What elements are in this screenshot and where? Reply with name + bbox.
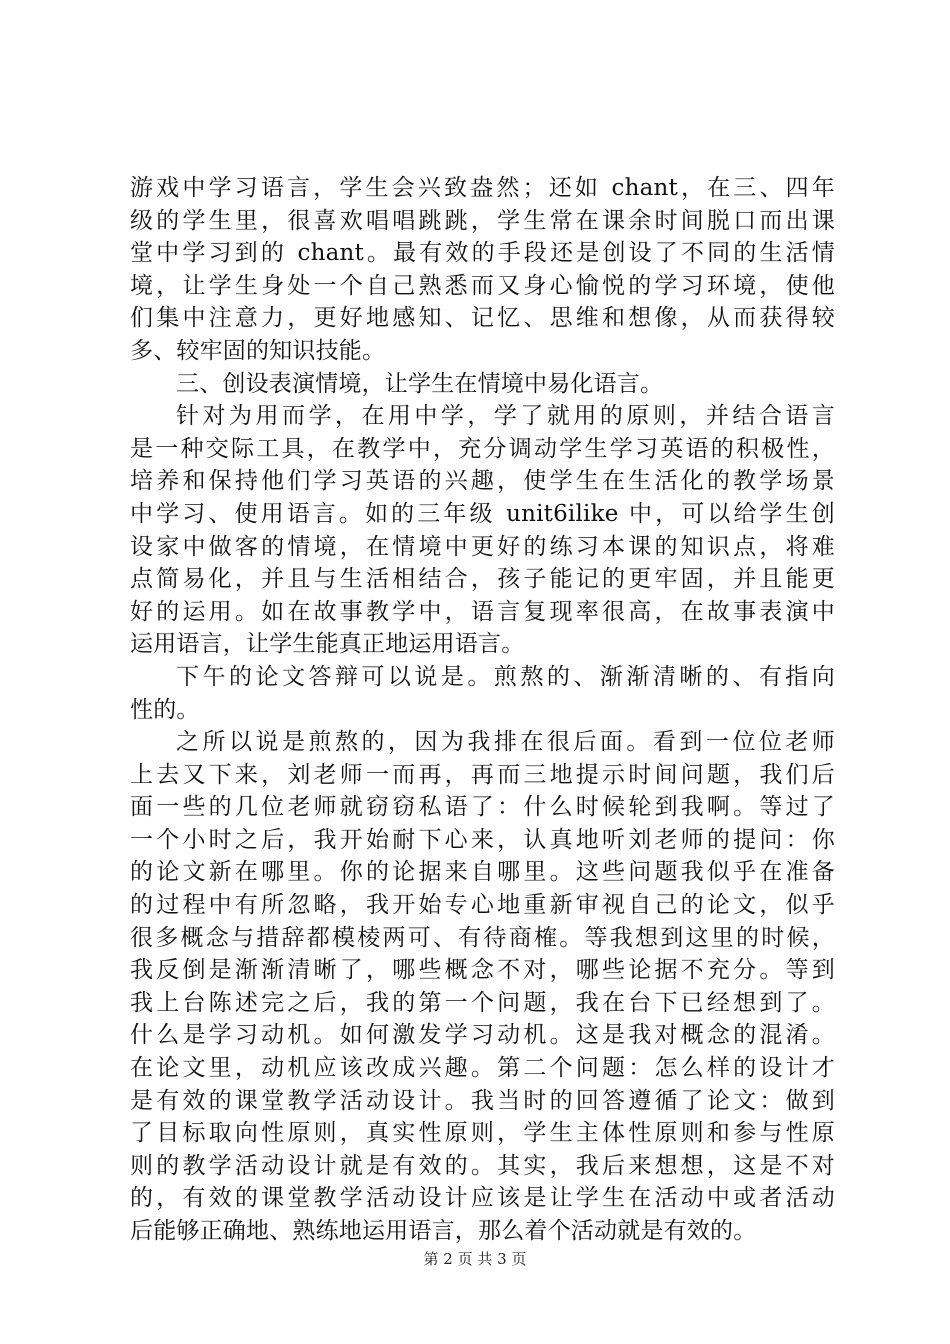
text-line: 则的教学活动设计就是有效的。其实，我后来想想，这是不对 (130, 1152, 835, 1179)
text-line: 好的运用。如在故事教学中，语言复现率很高，在故事表演中 (130, 598, 835, 625)
text-line: 是一种交际工具，在教学中，充分调动学生学习英语的积极性， (130, 435, 835, 462)
text-line: 了目标取向性原则，真实性原则，学生主体性原则和参与性原 (130, 1120, 835, 1147)
text-line: 面一些的几位老师就窃窃私语了：什么时候轮到我啊。等过了 (130, 794, 835, 821)
text-line: 我上台陈述完之后，我的第一个问题，我在台下已经想到了。 (130, 989, 835, 1016)
document-body (130, 172, 835, 1248)
text-line: 级的学生里，很喜欢唱唱跳跳，学生常在课余时间脱口而出课 (130, 207, 835, 234)
text-line: 下午的论文答辩可以说是。煎熬的、渐渐清晰的、有指向 (176, 663, 835, 690)
text-line: 很多概念与措辞都模棱两可、有待商榷。等我想到这里的时候， (130, 924, 835, 951)
text-line: 之所以说是煎熬的，因为我排在很后面。看到一位位老师 (176, 729, 835, 756)
text-line: 性的。 (130, 696, 200, 723)
text-line: 堂中学习到的 chant。最有效的手段还是创设了不同的生活情 (130, 240, 835, 267)
text-line: 一个小时之后，我开始耐下心来，认真地听刘老师的提问：你 (130, 826, 835, 853)
text-line: 培养和保持他们学习英语的兴趣，使学生在生活化的教学场景 (130, 468, 835, 495)
text-line: 在论文里，动机应该改成兴趣。第二个问题：怎么样的设计才 (130, 1055, 835, 1082)
text-line: 是有效的课堂教学活动设计。我当时的回答遵循了论文：做到 (130, 1087, 835, 1114)
text-line: 设家中做客的情境，在情境中更好的练习本课的知识点，将难 (130, 533, 835, 560)
text-line: 针对为用而学，在用中学，学了就用的原则，并结合语言 (176, 403, 835, 430)
text-line: 的，有效的课堂教学活动设计应该是让学生在活动中或者活动 (130, 1185, 835, 1212)
page-footer: 第 2 页 共 3 页 (423, 1250, 527, 1268)
text-line: 什么是学习动机。如何激发学习动机。这是我对概念的混淆。 (130, 1022, 835, 1049)
text-line: 运用语言，让学生能真正地运用语言。 (130, 631, 525, 658)
text-line: 点简易化，并且与生活相结合，孩子能记的更牢固，并且能更 (130, 566, 835, 593)
text-line: 我反倒是渐渐清晰了，哪些概念不对，哪些论据不充分。等到 (130, 957, 835, 984)
text-line: 的过程中有所忽略，我开始专心地重新审视自己的论文，似乎 (130, 892, 835, 919)
text-line: 三、创设表演情境，让学生在情境中易化语言。 (176, 370, 664, 397)
text-line: 境，让学生身处一个自己熟悉而又身心愉悦的学习环境，使他 (130, 272, 835, 299)
text-line: 的论文新在哪里。你的论据来自哪里。这些问题我似乎在准备 (130, 859, 835, 886)
text-line: 游戏中学习语言，学生会兴致盎然；还如 chant，在三、四年 (130, 175, 835, 201)
text-line: 们集中注意力，更好地感知、记忆、思维和想像，从而获得较 (130, 305, 835, 332)
text-line: 中学习、使用语言。如的三年级 unit6ilike 中，可以给学生创 (130, 500, 835, 527)
text-line: 后能够正确地、熟练地运用语言，那么着个活动就是有效的。 (130, 1218, 757, 1244)
text-line: 多、较牢固的知识技能。 (130, 337, 386, 364)
text-line: 上去又下来，刘老师一而再，再而三地提示时间问题，我们后 (130, 761, 835, 788)
